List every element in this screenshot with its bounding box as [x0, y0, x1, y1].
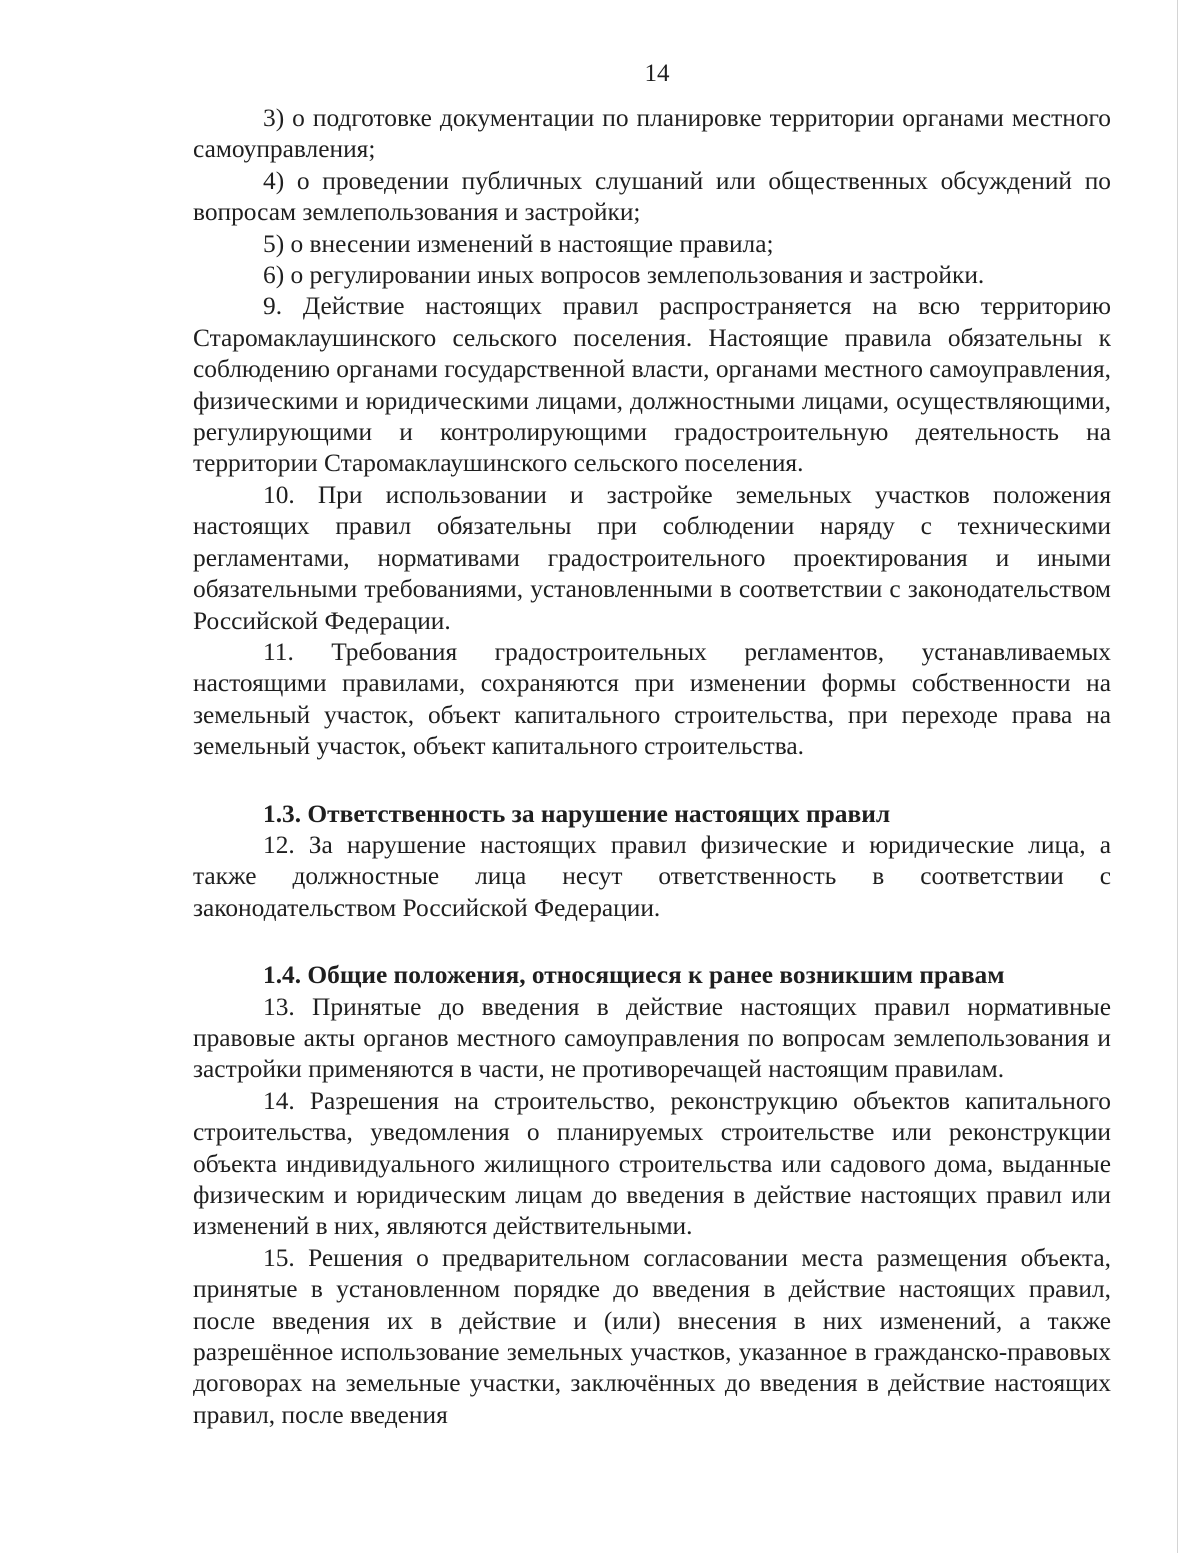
list-item-4: 4) о проведении публичных слушаний или общественных обсуждений по вопросам землепользования и застройки;	[193, 166, 1111, 227]
list-item-5: 5) о внесении изменений в настоящие правила;	[263, 229, 774, 258]
paragraph-12: 12. За нарушение настоящих правил физические и юридические лица, а также должностные лица несут ответственность в соответствии с законодательством Российской Федерации.	[193, 830, 1111, 922]
paragraph-13: 13. Принятые до введения в действие настоящих правил нормативные правовые акты органов местного самоуправления по вопросам землепользования и застройки применяются в части, не противоречащей настоящим правилам.	[193, 992, 1111, 1084]
section-heading-1-3: 1.3. Ответственность за нарушение настоящих правил	[263, 799, 891, 828]
list-item-3: 3) о подготовке документации по планировке территории органами местного самоуправления;	[193, 104, 1111, 164]
page-number: 14	[644, 60, 670, 87]
document-body	[193, 103, 1111, 1431]
paragraph-10: 10. При использовании и застройке земельных участков положения настоящих правил обязательны при соблюдении наряду с техническими регламентами, нормативами градостроительного проектирования и иными обязательными требованиями, установленными в соответствии с законодательством Российской Федерации.	[193, 480, 1111, 635]
paragraph-9: 9. Действие настоящих правил распространяется на всю территорию Старомаклаушинского сельского поселения. Настоящие правила обязательны к соблюдению органами государственной власти, органами местного самоуправления, физическими и юридическими лицами, должностными лицами, осуществляющими, регулирующими и контролирующими градостроительную деятельность на территории Старомаклаушинского сельского поселения.	[193, 292, 1111, 478]
page-edge-line	[1177, 0, 1178, 1553]
list-item-6: 6) о регулировании иных вопросов землепользования и застройки.	[263, 261, 985, 290]
paragraph-14: 14. Разрешения на строительство, реконструкцию объектов капитального строительства, уведомления о планируемых строительстве или реконструкции объекта индивидуального жилищного строительства или садового дома, выданные физическим и юридическим лицам до введения в действие настоящих правил или изменений в них, являются действительными.	[193, 1086, 1111, 1241]
paragraph-11: 11. Требования градостроительных регламентов, устанавливаемых настоящими правилами, сохраняются при изменении формы собственности на земельный участок, объект капитального строительства, при переходе права на земельный участок, объект капитального строительства.	[193, 637, 1111, 761]
section-heading-1-4: 1.4. Общие положения, относящиеся к ранее возникшим правам	[263, 961, 1005, 990]
paragraph-15: 15. Решения о предварительном согласовании места размещения объекта, принятые в установленном порядке до введения в действие настоящих правил, после введения их в действие и (или) внесения в них изменений, а также разрешённое использование земельных участков, указанное в гражданско-правовых договорах на земельные участки, заключённых до введения в действие настоящих правил, после введения	[193, 1243, 1111, 1429]
